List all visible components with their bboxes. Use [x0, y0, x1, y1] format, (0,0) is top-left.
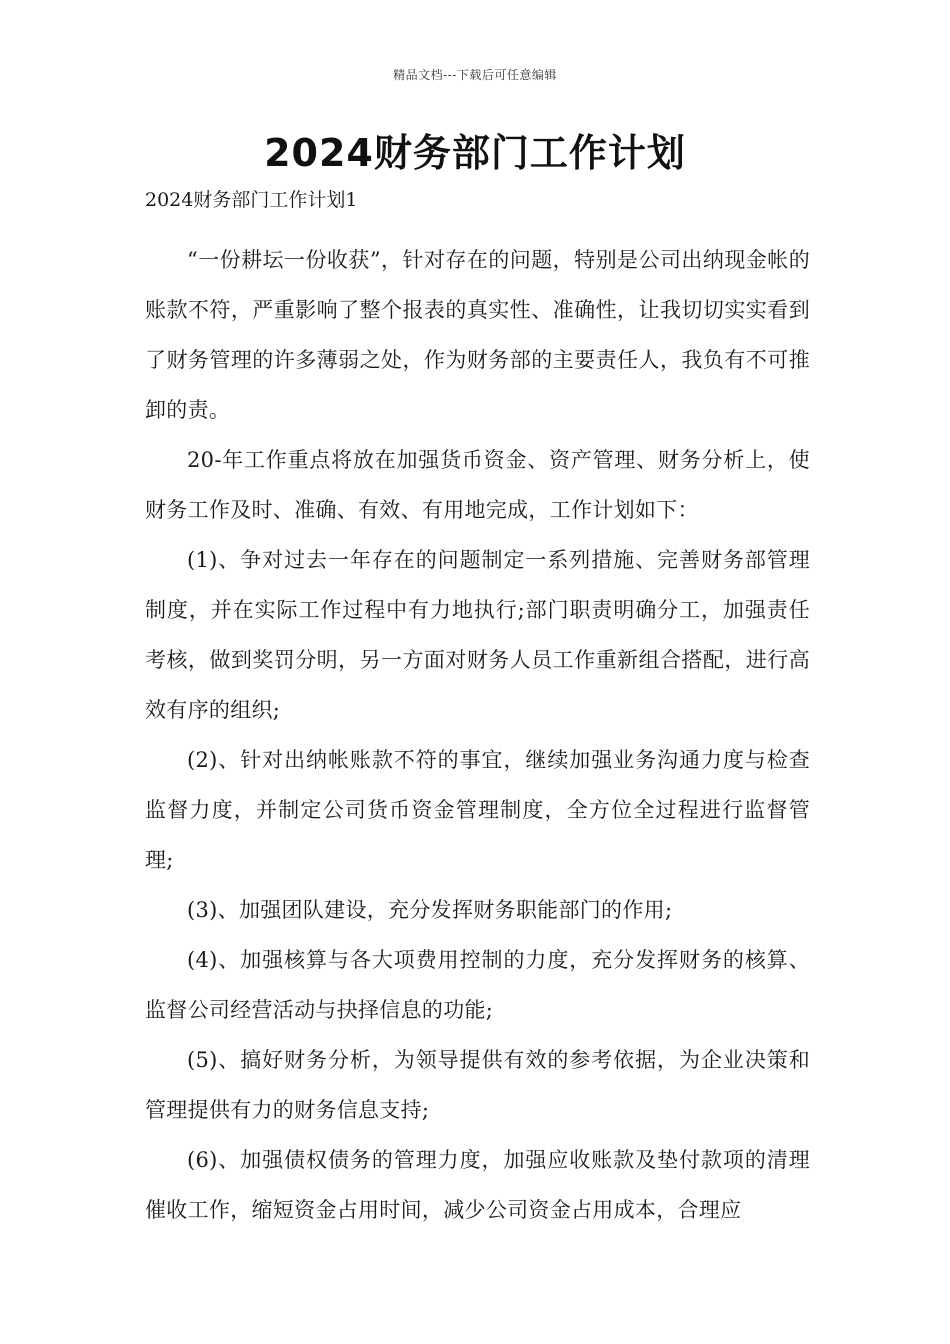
- paragraph-item-6: (6)、加强债权债务的管理力度，加强应收账款及垫付款项的清理催收工作，缩短资金占用时间，减少公司资金占用成本，合理应: [145, 1148, 810, 1222]
- paragraph-item-5: (5)、搞好财务分析，为领导提供有效的参考依据，为企业决策和管理提供有力的财务信息支持;: [145, 1048, 810, 1122]
- paragraph-item-4: (4)、加强核算与各大项费用控制的力度，充分发挥财务的核算、监督公司经营活动与抉择信息的功能;: [145, 948, 810, 1022]
- paragraph-item-1: (1)、争对过去一年存在的问题制定一系列措施、完善财务部管理制度，并在实际工作过程中有力地执行;部门职责明确分工，加强责任考核，做到奖罚分明，另一方面对财务人员工作重新组合搭配，进行高效有序的组织;: [145, 548, 810, 722]
- paragraph-item-2: (2)、针对出纳帐账款不符的事宜，继续加强业务沟通力度与检查监督力度，并制定公司货币资金管理制度，全方位全过程进行监督管理;: [145, 748, 810, 872]
- section-heading: 2024财务部门工作计划1: [145, 189, 358, 211]
- paragraph-intro: “一份耕坛一份收获”，针对存在的问题，特别是公司出纳现金帐的账款不符，严重影响了整个报表的真实性、准确性，让我切切实实看到了财务管理的许多薄弱之处，作为财务部的主要责任人，我负有不可推卸的责。: [145, 248, 810, 422]
- document-title: 2024财务部门工作计划: [264, 131, 686, 175]
- paragraph-focus: 20-年工作重点将放在加强货币资金、资产管理、财务分析上，使财务工作及时、准确、有效、有用地完成，工作计划如下：: [145, 448, 810, 522]
- paragraph-item-3: (3)、加强团队建设，充分发挥财务职能部门的作用;: [187, 898, 673, 922]
- page-header: 精品文档---下载后可任意编辑: [393, 68, 557, 82]
- body-text: [145, 235, 810, 1235]
